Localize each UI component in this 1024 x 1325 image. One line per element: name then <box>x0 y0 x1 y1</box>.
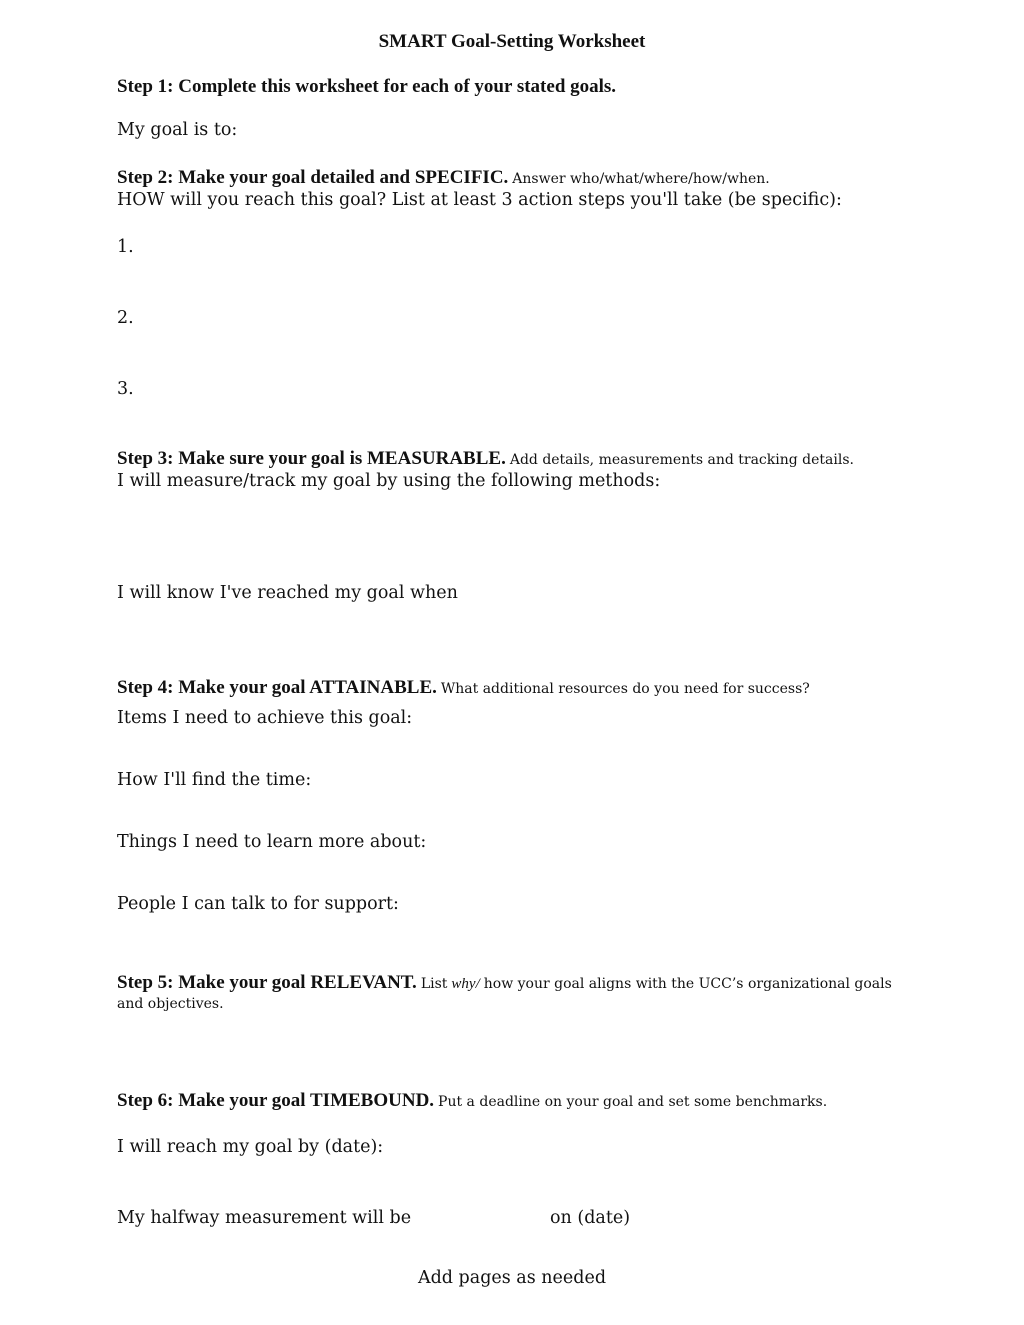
step2-heading: Step 2: Make your goal detailed and SPECIFIC. <box>117 167 509 188</box>
step5-hint-post: how your goal aligns with the UCC’s organizational goals <box>483 976 892 992</box>
step5-header <box>117 972 892 994</box>
action-steps-prompt: HOW will you reach this goal? List at least 3 action steps you'll take (be specific): <box>117 190 842 210</box>
step3-header <box>117 448 854 470</box>
halfway-label: My halfway measurement will be <box>117 1208 412 1228</box>
step6-header <box>117 1090 827 1112</box>
step4-header <box>117 677 810 699</box>
step6-heading: Step 6: Make your goal TIMEBOUND. <box>117 1090 435 1111</box>
find-time-prompt: How I'll find the time: <box>117 770 312 790</box>
step5-hint-pre: List <box>420 976 448 992</box>
deadline-prompt: I will reach my goal by (date): <box>117 1137 384 1157</box>
items-needed-prompt: Items I need to achieve this goal: <box>117 708 413 728</box>
footer-note: Add pages as needed <box>417 1268 607 1288</box>
step5-hint-cont: and objectives. <box>117 996 224 1012</box>
goal-prompt: My goal is to: <box>117 120 238 140</box>
action-step-2: 2. <box>117 308 134 328</box>
step1-heading: Step 1: Complete this worksheet for each of your stated goals. <box>117 76 617 97</box>
step5-heading: Step 5: Make your goal RELEVANT. <box>117 972 417 993</box>
halfway-date-label: on (date) <box>550 1208 631 1228</box>
action-step-1: 1. <box>117 237 134 257</box>
step5-hint-italic: why/ <box>451 976 480 992</box>
step2-header <box>117 167 770 189</box>
step4-heading: Step 4: Make your goal ATTAINABLE. <box>117 677 437 698</box>
step3-heading: Step 3: Make sure your goal is MEASURABLE. <box>117 448 506 469</box>
action-step-3: 3. <box>117 379 134 399</box>
step2-hint: Answer who/what/where/how/when. <box>512 171 770 187</box>
measure-prompt: I will measure/track my goal by using the following methods: <box>117 471 661 491</box>
step6-hint: Put a deadline on your goal and set some benchmarks. <box>438 1094 828 1110</box>
learn-more-prompt: Things I need to learn more about: <box>117 832 427 852</box>
worksheet-title: SMART Goal-Setting Worksheet <box>378 31 646 52</box>
reached-goal-prompt: I will know I've reached my goal when <box>117 583 458 603</box>
support-people-prompt: People I can talk to for support: <box>117 894 399 914</box>
step4-hint: What additional resources do you need for success? <box>440 681 810 697</box>
step3-hint: Add details, measurements and tracking details. <box>509 452 854 468</box>
